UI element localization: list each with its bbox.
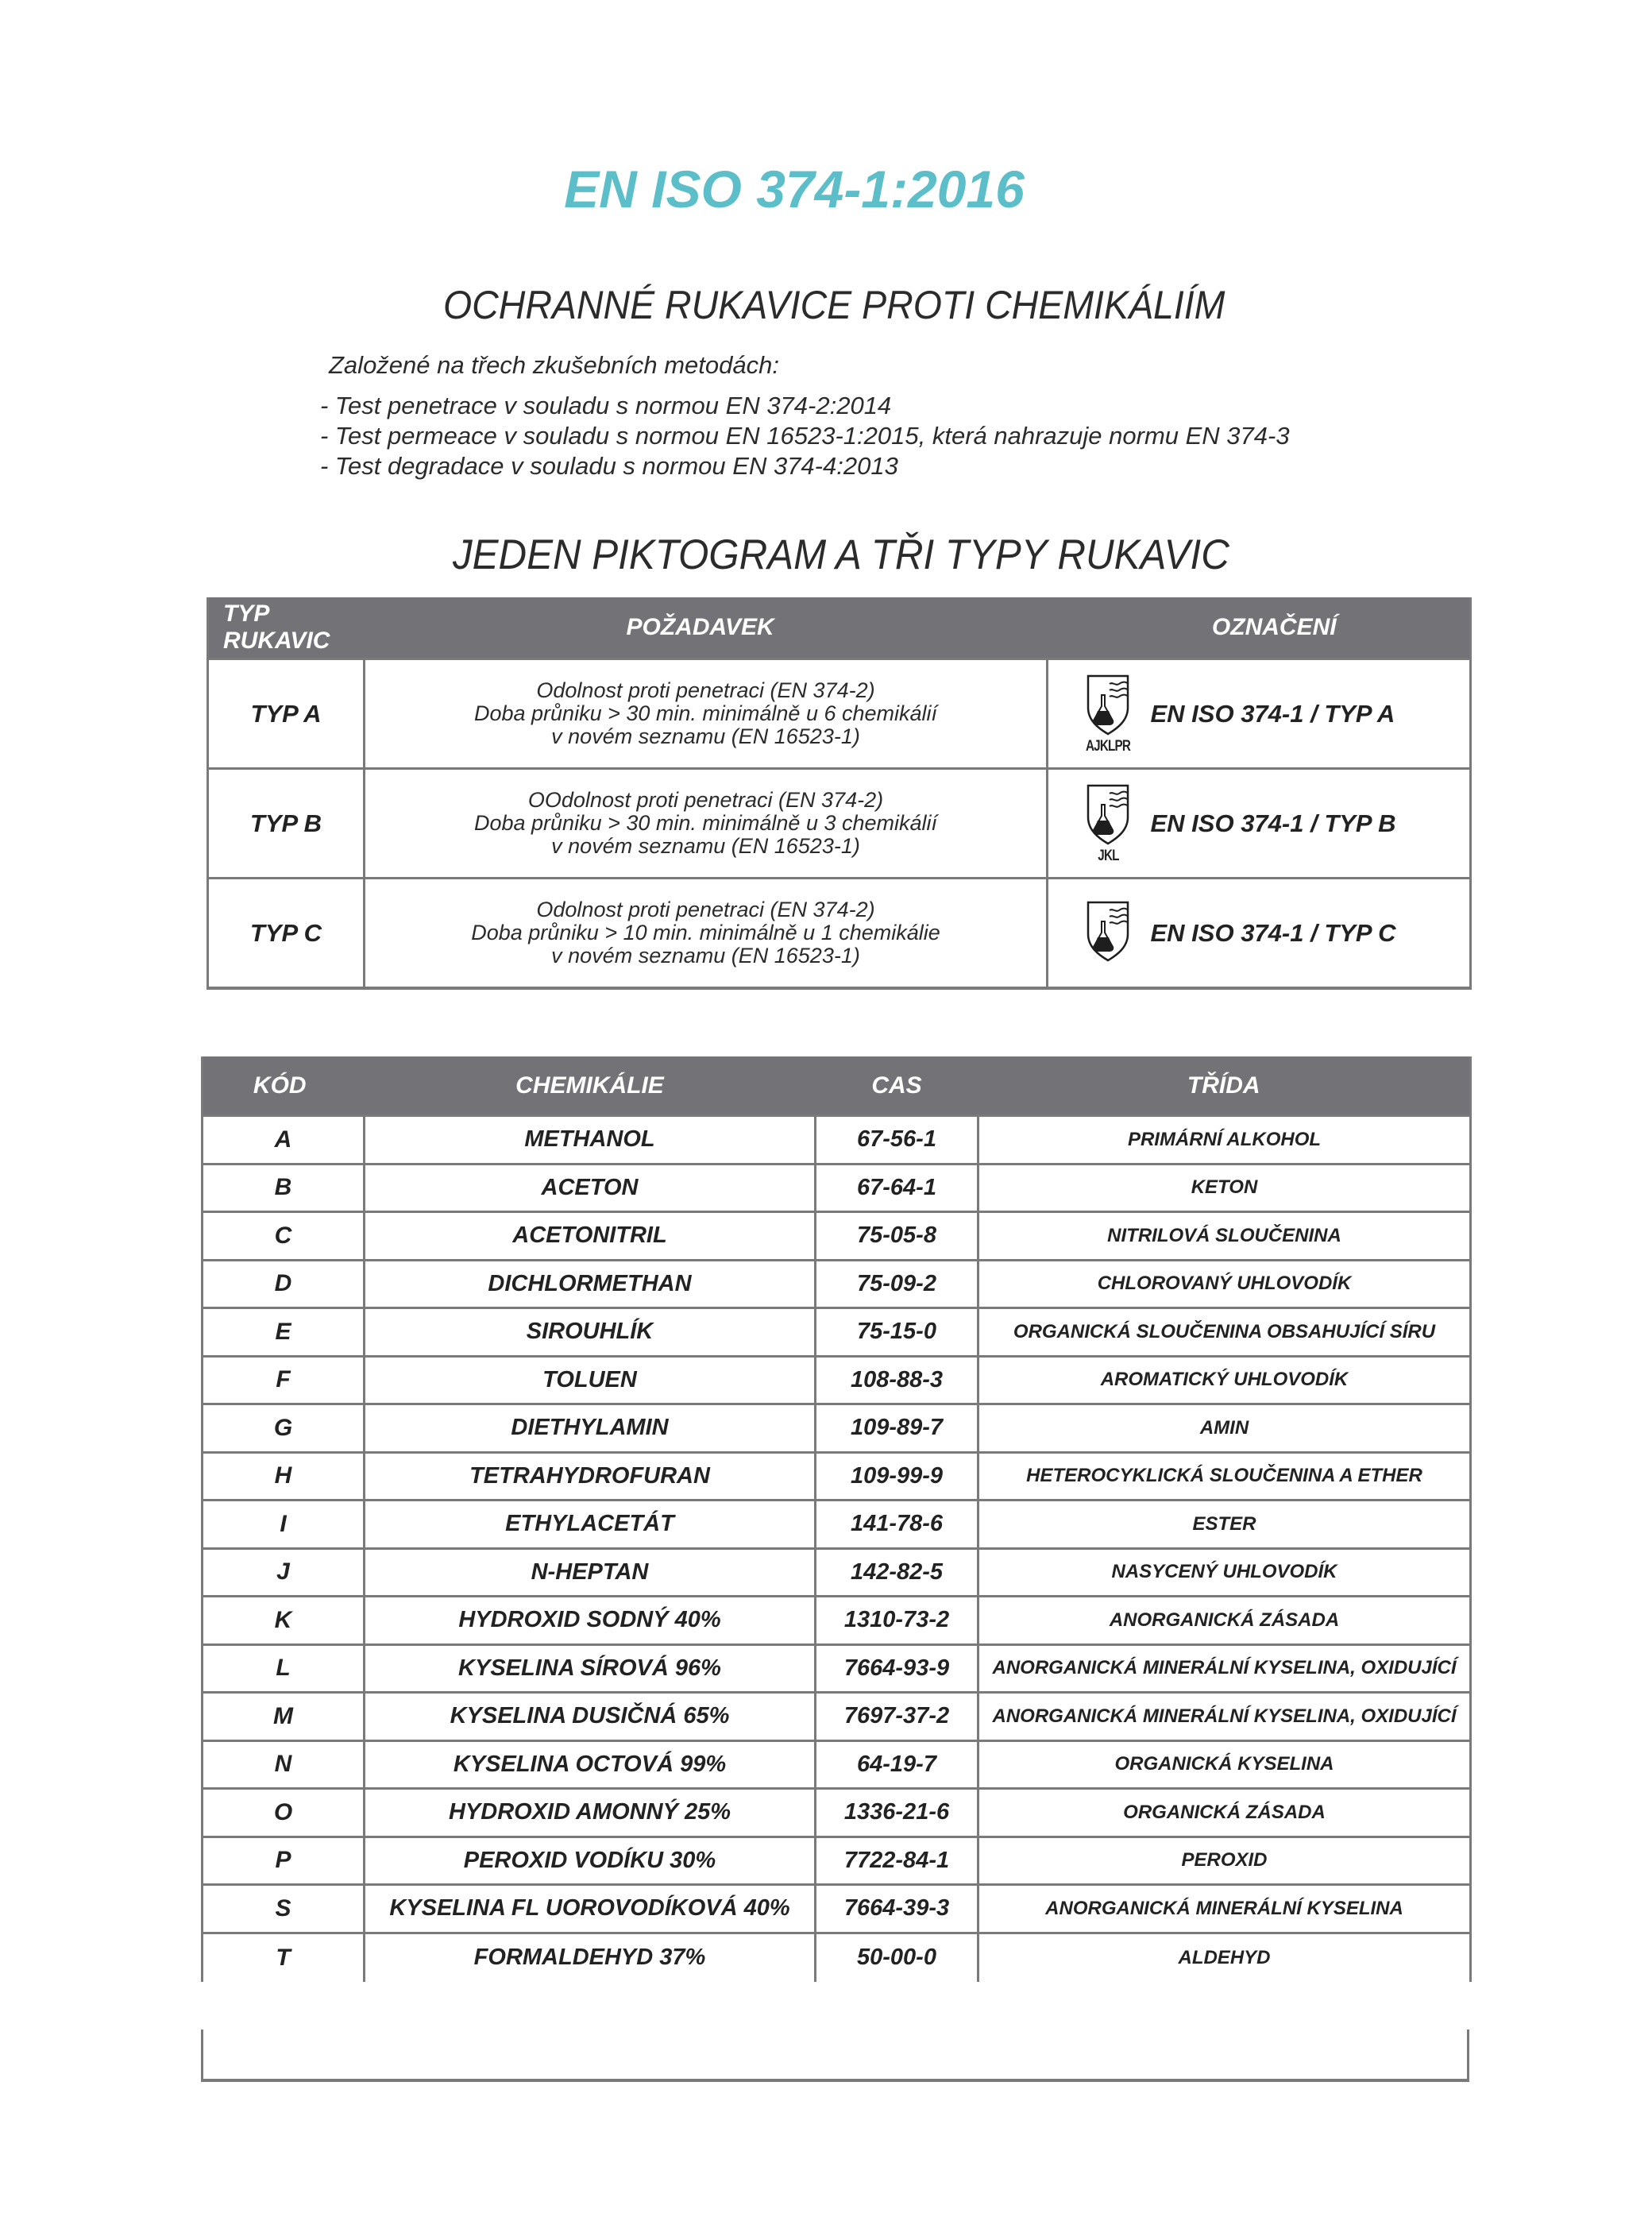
requirement-line: v novém seznamu (EN 16523-1) xyxy=(551,834,860,858)
chemical-code: L xyxy=(203,1644,365,1693)
types-heading: JEDEN PIKTOGRAM A TŘI TYPY RUKAVIC xyxy=(453,531,1229,578)
chemical-class: KETON xyxy=(978,1164,1471,1212)
glove-type-row xyxy=(208,659,1471,769)
chemical-code: C xyxy=(203,1212,365,1261)
column-header-marking: OZNAČENÍ xyxy=(1048,597,1471,659)
chemical-code: H xyxy=(203,1452,365,1501)
marking-text: EN ISO 374-1 / TYP B xyxy=(1151,769,1471,879)
chemical-class: ANORGANICKÁ MINERÁLNÍ KYSELINA xyxy=(978,1885,1471,1933)
chemical-name: FORMALDEHYD 37% xyxy=(365,1933,816,1982)
chemical-class: AMIN xyxy=(978,1404,1471,1453)
table-row xyxy=(203,1501,1471,1549)
chemical-name: ACETONITRIL xyxy=(365,1212,816,1261)
marking-text: EN ISO 374-1 / TYP A xyxy=(1151,659,1471,769)
chemical-name: TOLUEN xyxy=(365,1356,816,1404)
column-header-requirement: POŽADAVEK xyxy=(365,597,1048,659)
requirement-line: Odolnost proti penetraci (EN 374-2) xyxy=(536,898,875,921)
chemical-flask-shield-icon xyxy=(1084,673,1132,736)
chemical-class: PEROXID xyxy=(978,1837,1471,1885)
table-row xyxy=(203,1404,1471,1453)
table-header-row xyxy=(203,1056,1471,1116)
chemical-class: CHLOROVANÝ UHLOVODÍK xyxy=(978,1260,1471,1308)
column-header-cas: CAS xyxy=(816,1056,978,1116)
chemical-code: J xyxy=(203,1548,365,1597)
cas-number: 7697-37-2 xyxy=(816,1693,978,1741)
chemical-name: KYSELINA OCTOVÁ 99% xyxy=(365,1740,816,1789)
requirement-line: v novém seznamu (EN 16523-1) xyxy=(551,944,860,968)
requirement-cell xyxy=(365,659,1048,769)
cas-number: 1310-73-2 xyxy=(816,1597,978,1645)
cas-number: 109-99-9 xyxy=(816,1452,978,1501)
table-row xyxy=(203,1164,1471,1212)
chemical-code: M xyxy=(203,1693,365,1741)
chemical-name: PEROXID VODÍKU 30% xyxy=(365,1837,816,1885)
table-row xyxy=(203,1789,1471,1837)
requirement-line: OOdolnost proti penetraci (EN 374-2) xyxy=(527,788,884,812)
chemical-name: KYSELINA FL UOROVODÍKOVÁ 40% xyxy=(365,1885,816,1933)
chemical-code: K xyxy=(203,1597,365,1645)
pictogram-code: JKL xyxy=(1097,847,1119,864)
pictogram-cell xyxy=(1048,769,1151,879)
test-method-item: - Test degradace v souladu s normou EN 374-4:2013 xyxy=(320,452,898,480)
document-subtitle: OCHRANNÉ RUKAVICE PROTI CHEMIKÁLIÍM xyxy=(443,283,1225,327)
chemical-class: ORGANICKÁ SLOUČENINA OBSAHUJÍCÍ SÍRU xyxy=(978,1308,1471,1357)
chemicals-table-footer xyxy=(201,2030,1469,2082)
chemical-name: ETHYLACETÁT xyxy=(365,1501,816,1549)
table-header-row xyxy=(208,597,1471,659)
chemical-name: SIROUHLÍK xyxy=(365,1308,816,1357)
table-row xyxy=(203,1452,1471,1501)
chemical-class: ORGANICKÁ ZÁSADA xyxy=(978,1789,1471,1837)
requirement-line: Doba průniku > 10 min. minimálně u 1 chemikálie xyxy=(471,921,940,944)
chemical-name: KYSELINA DUSIČNÁ 65% xyxy=(365,1693,816,1741)
chemical-class: HETEROCYKLICKÁ SLOUČENINA A ETHER xyxy=(978,1452,1471,1501)
column-header-class: TŘÍDA xyxy=(978,1056,1471,1116)
cas-number: 50-00-0 xyxy=(816,1933,978,1982)
glove-type: TYP A xyxy=(208,659,365,769)
requirement-cell xyxy=(365,879,1048,989)
chemical-code: S xyxy=(203,1885,365,1933)
chemical-class: ESTER xyxy=(978,1501,1471,1549)
glove-types-table xyxy=(206,597,1472,990)
glove-type: TYP B xyxy=(208,769,365,879)
cas-number: 109-89-7 xyxy=(816,1404,978,1453)
cas-number: 67-64-1 xyxy=(816,1164,978,1212)
chemical-code: D xyxy=(203,1260,365,1308)
chemical-class: ALDEHYD xyxy=(978,1933,1471,1982)
glove-type: TYP C xyxy=(208,879,365,989)
chemical-flask-shield-icon xyxy=(1084,782,1132,846)
chemical-class: NASYCENÝ UHLOVODÍK xyxy=(978,1548,1471,1597)
chemical-code: E xyxy=(203,1308,365,1357)
test-method-item: - Test permeace v souladu s normou EN 16523-1:2015, která nahrazuje normu EN 374-3 xyxy=(320,422,1290,450)
table-row xyxy=(203,1356,1471,1404)
chemical-code: N xyxy=(203,1740,365,1789)
chemical-name: HYDROXID AMONNÝ 25% xyxy=(365,1789,816,1837)
cas-number: 141-78-6 xyxy=(816,1501,978,1549)
chemicals-table xyxy=(201,1056,1472,1982)
intro-text: Založené na třech zkušebních metodách: xyxy=(329,351,779,379)
cas-number: 67-56-1 xyxy=(816,1116,978,1165)
test-methods-list xyxy=(320,391,1290,481)
table-row xyxy=(203,1740,1471,1789)
table-row xyxy=(203,1933,1471,1982)
pictogram-cell xyxy=(1048,879,1151,989)
cas-number: 142-82-5 xyxy=(816,1548,978,1597)
table-row xyxy=(203,1548,1471,1597)
pictogram-cell xyxy=(1048,659,1151,769)
chemical-class: ORGANICKÁ KYSELINA xyxy=(978,1740,1471,1789)
chemical-class: PRIMÁRNÍ ALKOHOL xyxy=(978,1116,1471,1165)
cas-number: 1336-21-6 xyxy=(816,1789,978,1837)
table-row xyxy=(203,1308,1471,1357)
chemical-class: ANORGANICKÁ MINERÁLNÍ KYSELINA, OXIDUJÍCÍ xyxy=(978,1644,1471,1693)
table-row xyxy=(203,1597,1471,1645)
column-header-code: KÓD xyxy=(203,1056,365,1116)
requirement-line: v novém seznamu (EN 16523-1) xyxy=(551,724,860,748)
chemical-code: T xyxy=(203,1933,365,1982)
test-method-item: - Test penetrace v souladu s normou EN 374-2:2014 xyxy=(320,392,892,419)
cas-number: 7722-84-1 xyxy=(816,1837,978,1885)
cas-number: 75-15-0 xyxy=(816,1308,978,1357)
chemical-name: KYSELINA SÍROVÁ 96% xyxy=(365,1644,816,1693)
chemical-code: P xyxy=(203,1837,365,1885)
table-row xyxy=(203,1212,1471,1261)
cas-number: 108-88-3 xyxy=(816,1356,978,1404)
chemical-flask-shield-icon xyxy=(1084,899,1132,963)
chemical-name: HYDROXID SODNÝ 40% xyxy=(365,1597,816,1645)
requirement-line: Doba průniku > 30 min. minimálně u 6 chemikálií xyxy=(473,701,938,725)
glove-type-row xyxy=(208,879,1471,989)
table-row xyxy=(203,1260,1471,1308)
chemical-code: O xyxy=(203,1789,365,1837)
chemical-class: AROMATICKÝ UHLOVODÍK xyxy=(978,1356,1471,1404)
chemical-name: DIETHYLAMIN xyxy=(365,1404,816,1453)
cas-number: 7664-39-3 xyxy=(816,1885,978,1933)
cas-number: 75-09-2 xyxy=(816,1260,978,1308)
table-row xyxy=(203,1885,1471,1933)
table-row xyxy=(203,1644,1471,1693)
chemical-class: ANORGANICKÁ MINERÁLNÍ KYSELINA, OXIDUJÍCÍ xyxy=(978,1693,1471,1741)
table-row xyxy=(203,1693,1471,1741)
chemical-name: DICHLORMETHAN xyxy=(365,1260,816,1308)
chemical-code: G xyxy=(203,1404,365,1453)
column-header-chemical: CHEMIKÁLIE xyxy=(365,1056,816,1116)
chemical-code: A xyxy=(203,1116,365,1165)
chemical-class: ANORGANICKÁ ZÁSADA xyxy=(978,1597,1471,1645)
cas-number: 7664-93-9 xyxy=(816,1644,978,1693)
requirement-line: Doba průniku > 30 min. minimálně u 3 chemikálií xyxy=(473,811,938,835)
document-title: EN ISO 374-1:2016 xyxy=(564,160,1025,218)
chemical-code: I xyxy=(203,1501,365,1549)
cas-number: 75-05-8 xyxy=(816,1212,978,1261)
chemical-name: METHANOL xyxy=(365,1116,816,1165)
cas-number: 64-19-7 xyxy=(816,1740,978,1789)
chemical-class: NITRILOVÁ SLOUČENINA xyxy=(978,1212,1471,1261)
pictogram-code: AJKLPR xyxy=(1086,737,1131,755)
chemical-code: F xyxy=(203,1356,365,1404)
requirement-cell xyxy=(365,769,1048,879)
table-row xyxy=(203,1837,1471,1885)
table-row xyxy=(203,1116,1471,1165)
marking-text: EN ISO 374-1 / TYP C xyxy=(1151,879,1471,989)
chemical-name: ACETON xyxy=(365,1164,816,1212)
chemical-name: N-HEPTAN xyxy=(365,1548,816,1597)
column-header-type: TYP RUKAVIC xyxy=(208,597,365,659)
glove-type-row xyxy=(208,769,1471,879)
chemical-name: TETRAHYDROFURAN xyxy=(365,1452,816,1501)
chemical-code: B xyxy=(203,1164,365,1212)
requirement-line: Odolnost proti penetraci (EN 374-2) xyxy=(536,678,875,702)
